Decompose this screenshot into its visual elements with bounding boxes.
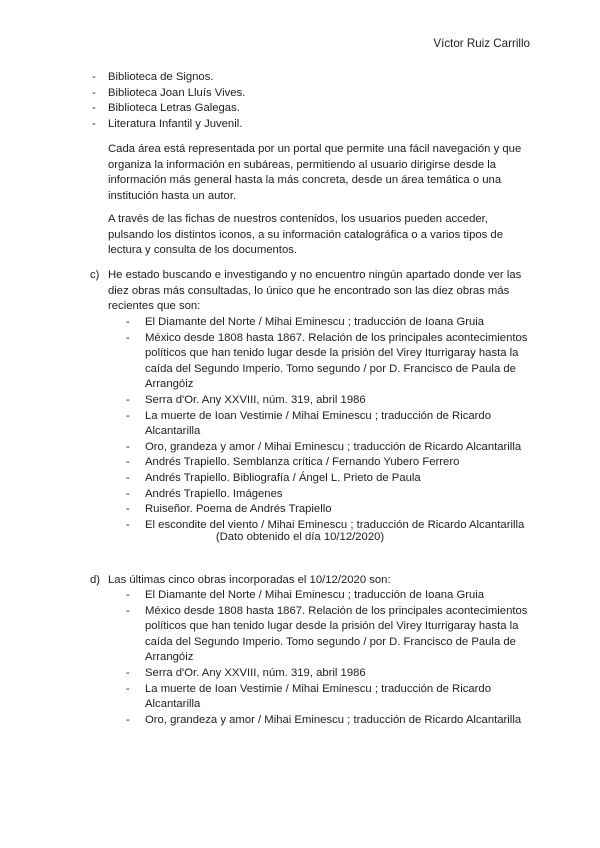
paragraph-line: He estado buscando e investigando y no encuentro ningún apartado donde ver las — [108, 269, 522, 281]
bullet-dash: - — [126, 331, 130, 344]
section-d-intro: Las últimas cinco obras incorporadas el 10/12/2020 son: — [108, 574, 391, 586]
list-item: Andrés Trapiello. Semblanza crítica / Fernando Yubero Ferrero — [145, 456, 460, 469]
bullet-dash: - — [126, 440, 130, 453]
paragraph-line: organiza la información en subáreas, permitiendo al usuario dirigirse desde la — [108, 158, 497, 171]
paragraph-line: A través de las fichas de nuestros contenidos, los usuarios pueden acceder, — [108, 213, 488, 225]
list-item: El Diamante del Norte / Mihai Eminescu ; traducción de Ioana Gruia — [145, 589, 485, 601]
bullet-dash: - — [126, 456, 130, 469]
bullet-dash: - — [126, 394, 130, 406]
bullet-dash: - — [126, 518, 130, 531]
list-item: Literatura Infantil y Juvenil. — [108, 117, 243, 130]
list-item: El Diamante del Norte / Mihai Eminescu ; traducción de Ioana Gruia — [145, 316, 485, 328]
list-item: Arrangóiz — [145, 651, 194, 664]
bullet-dash: - — [92, 86, 96, 99]
bullet-dash: - — [126, 589, 130, 601]
bullet-dash: - — [126, 713, 130, 726]
list-item: Ruiseñor. Poema de Andrés Trapiello — [145, 503, 332, 516]
list-item: El escondite del viento / Mihai Eminescu ; traducción de Ricardo Alcantarilla — [145, 518, 525, 531]
section-c-note: (Dato obtenido el día 10/12/2020) — [215, 531, 385, 543]
bullet-dash: - — [92, 102, 96, 115]
list-item: México desde 1808 hasta 1867. Relación de los principales acontecimientos — [145, 331, 528, 344]
paragraph-line: pulsando los distintos iconos, a su información catalográfica o a varios tipos de — [108, 228, 503, 241]
list-item: políticos que han tenido lugar desde la prisión del Virey Iturrigaray hasta la — [145, 620, 519, 633]
bullet-dash: - — [126, 316, 130, 328]
list-item: caída del Segundo Imperio. Tomo segundo / por D. Francisco de Paula de — [145, 635, 516, 648]
bullet-dash: - — [126, 503, 130, 516]
bullet-dash: - — [126, 604, 130, 617]
list-item: Biblioteca Joan Lluís Vives. — [108, 86, 246, 99]
list-item: Oro, grandeza y amor / Mihai Eminescu ; traducción de Ricardo Alcantarilla — [145, 440, 522, 453]
list-item: caída del Segundo Imperio. Tomo segundo / por D. Francisco de Paula de — [145, 362, 516, 375]
list-item: Alcantarilla — [145, 425, 201, 438]
list-item: políticos que han tenido lugar desde la prisión del Virey Iturrigaray hasta la — [145, 347, 519, 360]
paragraph-line: Cada área está representada por un portal que permite una fácil navegación y que — [108, 143, 522, 155]
bullet-dash: - — [92, 71, 96, 83]
list-item: Alcantarilla — [145, 698, 201, 711]
paragraph-line: diez obras más consultadas, lo único que he encontrado son las diez obras más — [108, 284, 510, 297]
bullet-dash: - — [126, 667, 130, 679]
list-item: Serra d'Or. Any XXVIII, núm. 319, abril 1986 — [145, 667, 366, 679]
list-item: México desde 1808 hasta 1867. Relación de los principales acontecimientos — [145, 604, 528, 617]
list-item: La muerte de Ioan Vestimie / Mihai Eminescu ; traducción de Ricardo — [145, 682, 491, 695]
list-item: Serra d'Or. Any XXVIII, núm. 319, abril 1986 — [145, 394, 366, 406]
list-item: Oro, grandeza y amor / Mihai Eminescu ; traducción de Ricardo Alcantarilla — [145, 713, 522, 726]
bullet-dash: - — [126, 409, 130, 422]
section-c-letter: c) — [90, 269, 100, 281]
list-item: Arrangóiz — [145, 378, 194, 391]
bullet-dash: - — [92, 117, 96, 130]
list-item: Andrés Trapiello. Bibliografía / Ángel L. Prieto de Paula — [145, 472, 421, 484]
list-item: Biblioteca de Signos. — [108, 71, 214, 83]
list-item: La muerte de Ioan Vestimie / Mihai Eminescu ; traducción de Ricardo — [145, 409, 491, 422]
page-header-author: Víctor Ruiz Carrillo — [433, 37, 530, 50]
section-d-letter: d) — [90, 574, 101, 586]
bullet-dash: - — [126, 682, 130, 695]
paragraph-line: recientes que son: — [108, 300, 201, 313]
bullet-dash: - — [126, 487, 130, 500]
list-item: Biblioteca Letras Galegas. — [108, 102, 240, 115]
list-item: Andrés Trapiello. Imágenes — [145, 487, 283, 500]
paragraph-line: lectura y consulta de los documentos. — [108, 244, 298, 257]
paragraph-line: información más general hasta la más concreta, desde un área temática o una — [108, 174, 502, 187]
paragraph-line: institución hasta un autor. — [108, 189, 237, 202]
bullet-dash: - — [126, 472, 130, 484]
